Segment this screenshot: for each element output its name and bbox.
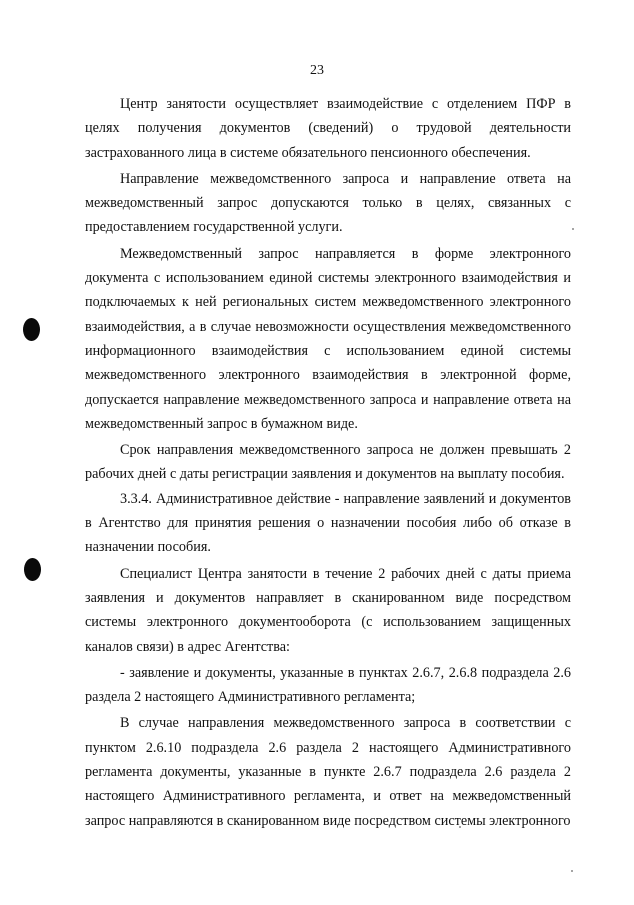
paragraph: В случае направления межведомственного запроса в соответствии с пунктом 2.6.10 подраздела 2.6 раздела 2 настоящего Административного регламента документы, указанные в пункте 2.6.7 подраздела 2.6 раздела 2 настоящего Административного регламента, и ответ на межведомственный запрос направляются в сканированном виде посредством системы электронного <box>85 715 571 829</box>
scan-speck <box>572 228 574 230</box>
page-number: 23 <box>310 63 324 78</box>
body-text <box>85 92 571 833</box>
paragraph: Центр занятости осуществляет взаимодействие с отделением ПФР в целях получения документов (сведений) о трудовой деятельности застрахованного лица в системе обязательного пенсионного обеспечения. <box>85 96 571 161</box>
paragraph: Специалист Центра занятости в течение 2 рабочих дней с даты приема заявления и документов направляет в сканированном виде посредством системы электронного документооборота (с использованием защищенных каналов связи) в адрес Агентства: <box>85 565 571 655</box>
paragraph: 3.3.4. Административное действие - направление заявлений и документов в Агентство для принятия решения о назначении пособия либо об отказе в назначении пособия. <box>85 490 571 556</box>
punch-hole-top <box>23 318 40 341</box>
paragraph: - заявление и документы, указанные в пунктах 2.6.7, 2.6.8 подраздела 2.6 раздела 2 настоящего Административного регламента; <box>85 664 571 706</box>
paragraph: Направление межведомственного запроса и направление ответа на межведомственный запрос допускаются только в целях, связанных с предоставлением государственной услуги. <box>85 170 571 236</box>
punch-hole-bottom <box>24 558 41 581</box>
paragraph: Межведомственный запрос направляется в форме электронного документа с использованием единой системы электронного взаимодействия и подключаемых к ней региональных систем межведомственного электронного взаимодействия, а в случае невозможности осуществления межведомственного информационного взаимодействия с использованием единой системы межведомственного электронного взаимодействия в электронной форме, допускается направление межведомственного запроса и направление ответа на межведомственный запрос в бумажном виде. <box>85 245 571 432</box>
paragraph: Срок направления межведомственного запроса не должен превышать 2 рабочих дней с даты регистрации заявления и документов на выплату пособия. <box>85 442 571 483</box>
scan-speck <box>571 870 573 872</box>
